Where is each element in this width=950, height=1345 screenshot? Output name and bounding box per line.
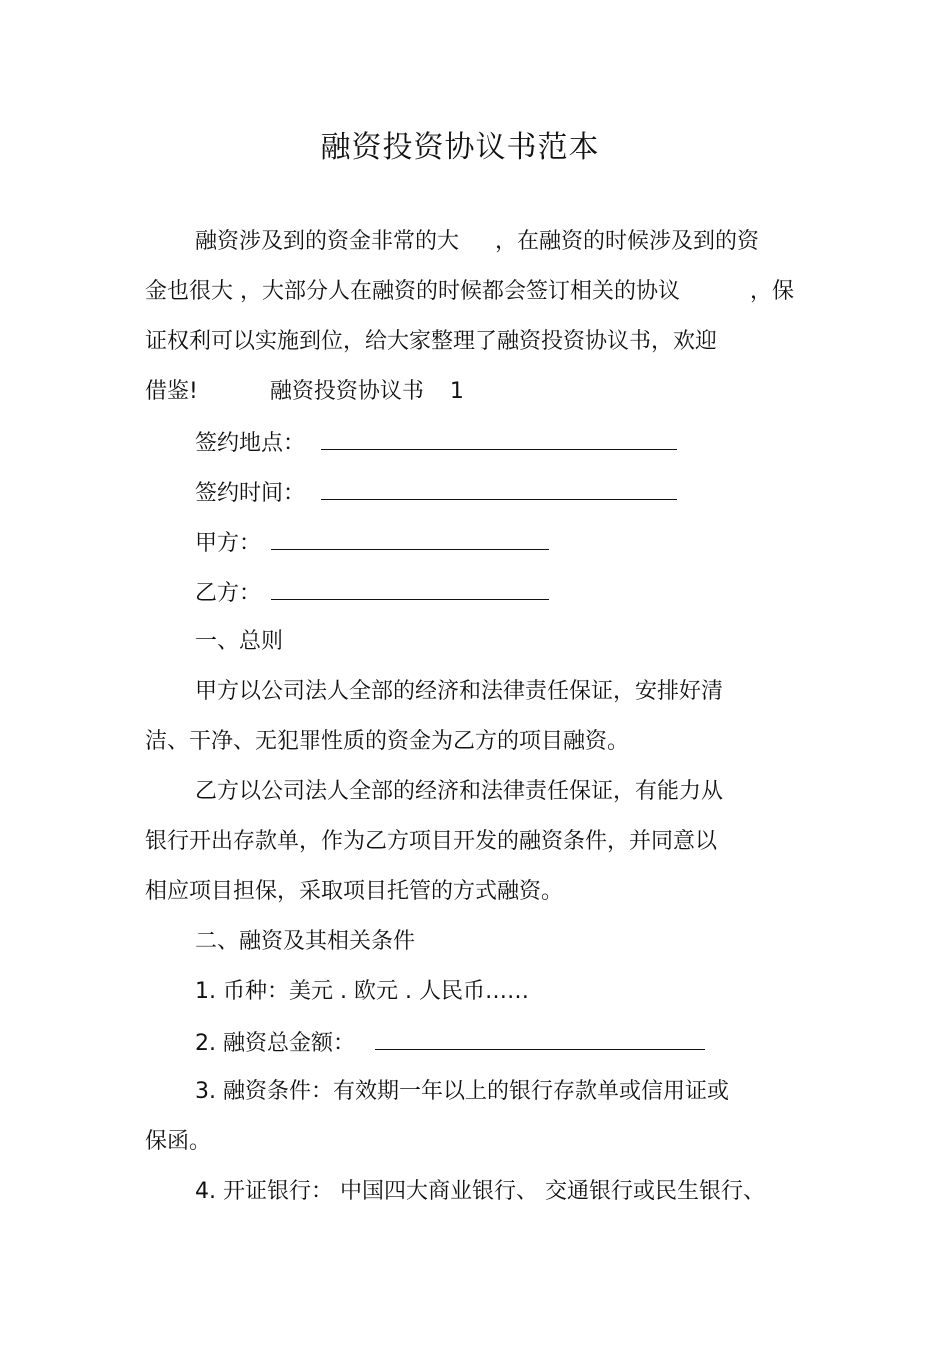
intro-line-4 — [145, 377, 464, 407]
field-party-a — [195, 527, 549, 559]
section-1-p2-line-1: 乙方以公司法人全部的经济和法律责任保证，有能力从 — [195, 779, 724, 804]
field-sign-time — [195, 477, 677, 509]
intro-line-2 — [145, 277, 794, 307]
section-2-item-4: 4. 开证银行： 中国四大商业银行、 交通银行或民生银行、 — [195, 1179, 765, 1204]
section-2-item-3-line-1: 3. 融资条件：有效期一年以上的银行存款单或信用证或 — [195, 1079, 729, 1104]
section-2-item-2 — [195, 1027, 705, 1059]
intro-line-1a: 融资涉及到的资金非常的大 — [195, 229, 460, 254]
section-1-heading: 一、总则 — [195, 629, 284, 654]
section-2-item-2-label: 2. 融资总金额： — [195, 1031, 355, 1056]
section-2-item-3-line-2: 保函。 — [145, 1129, 212, 1154]
intro-line-4c: 1 — [449, 379, 464, 404]
party-b-blank[interactable] — [271, 577, 549, 600]
section-2-item-1: 1. 币种：美元 . 欧元 . 人民币…… — [195, 979, 529, 1004]
field-party-b-label: 乙方： — [195, 581, 262, 606]
intro-line-2b: ，保 — [750, 279, 795, 304]
intro-line-1 — [195, 227, 759, 257]
section-1-p1-line-1: 甲方以公司法人全部的经济和法律责任保证，安排好清 — [195, 679, 724, 704]
sign-place-blank[interactable] — [321, 427, 677, 450]
document-title: 融资投资协议书范本 — [320, 130, 600, 165]
field-party-b — [195, 577, 549, 609]
field-sign-place-label: 签约地点： — [195, 431, 306, 456]
intro-line-4a: 借鉴! — [145, 379, 198, 404]
party-a-blank[interactable] — [271, 527, 549, 550]
section-1-p1-line-2: 洁、干净、无犯罪性质的资金为乙方的项目融资。 — [145, 729, 630, 754]
intro-line-1b: ，在融资的时候涉及到的资 — [495, 229, 760, 254]
field-sign-place — [195, 427, 677, 459]
field-sign-time-label: 签约时间： — [195, 481, 306, 506]
section-1-p2-line-2: 银行开出存款单，作为乙方项目开发的融资条件，并同意以 — [145, 829, 718, 854]
intro-line-2a: 金也很大 ，大部分人在融资的时候都会签订相关的协议 — [145, 279, 680, 304]
intro-line-4b: 融资投资协议书 — [269, 379, 424, 404]
intro-line-3: 证权利可以实施到位，给大家整理了融资投资协议书，欢迎 — [145, 329, 718, 354]
section-1-p2-line-3: 相应项目担保，采取项目托管的方式融资。 — [145, 879, 564, 904]
field-party-a-label: 甲方： — [195, 531, 262, 556]
sign-time-blank[interactable] — [321, 477, 677, 500]
total-amount-blank[interactable] — [375, 1027, 705, 1050]
section-2-heading: 二、融资及其相关条件 — [195, 929, 416, 954]
